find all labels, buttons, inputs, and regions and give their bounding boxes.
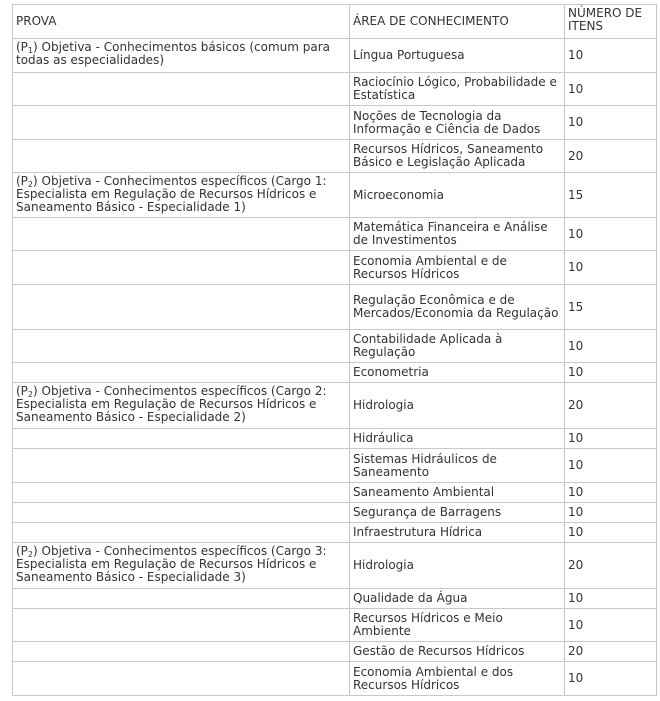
prova-cell: [13, 609, 350, 642]
area-cell: Infraestrutura Hídrica: [350, 523, 565, 543]
itens-cell: 10: [565, 251, 657, 285]
prova-cell: [13, 429, 350, 449]
area-cell: Hidrologia: [350, 383, 565, 429]
area-cell: Recursos Hídricos e Meio Ambiente: [350, 609, 565, 642]
area-cell: Matemática Financeira e Análise de Investimentos: [350, 218, 565, 251]
area-cell: Contabilidade Aplicada à Regulação: [350, 330, 565, 363]
area-cell: Raciocínio Lógico, Probabilidade e Estatística: [350, 73, 565, 106]
prova-cell: [13, 106, 350, 140]
header-area: ÁREA DE CONHECIMENTO: [350, 5, 565, 39]
itens-cell: 10: [565, 218, 657, 251]
table-row: [13, 285, 657, 330]
area-cell: Sistemas Hidráulicos de Saneamento: [350, 449, 565, 483]
area-cell: Regulação Econômica e de Mercados/Economia da Regulação: [350, 285, 565, 330]
area-cell: Gestão de Recursos Hídricos: [350, 642, 565, 662]
header-prova: PROVA: [13, 5, 350, 39]
area-cell: Segurança de Barragens: [350, 503, 565, 523]
itens-cell: 10: [565, 106, 657, 140]
itens-cell: 10: [565, 73, 657, 106]
area-cell: Microeconomia: [350, 173, 565, 218]
table-row: [13, 251, 657, 285]
itens-cell: 20: [565, 543, 657, 589]
exam-table: [12, 4, 657, 696]
prova-cell: [13, 140, 350, 173]
area-cell: Noções de Tecnologia da Informação e Ciência de Dados: [350, 106, 565, 140]
prova-cell: [13, 251, 350, 285]
itens-cell: 20: [565, 642, 657, 662]
prova-cell: [13, 523, 350, 543]
table-row: [13, 73, 657, 106]
itens-cell: 10: [565, 429, 657, 449]
prova-cell: [13, 449, 350, 483]
area-cell: Hidrologia: [350, 543, 565, 589]
itens-cell: 10: [565, 503, 657, 523]
table-row: [13, 523, 657, 543]
itens-cell: 20: [565, 383, 657, 429]
itens-cell: 10: [565, 662, 657, 696]
prova-cell: $(P_2)$ Objetiva - Conhecimentos específicos (Cargo 3: Especialista em Regulação de Recursos Hídricos e Saneamento Básico - Especialidade 3): [13, 543, 350, 589]
itens-cell: 10: [565, 483, 657, 503]
itens-cell: 10: [565, 363, 657, 383]
area-cell: Econometria: [350, 363, 565, 383]
table-row: [13, 429, 657, 449]
table-row: [13, 449, 657, 483]
prova-cell: [13, 589, 350, 609]
prova-cell: [13, 483, 350, 503]
table-row: [13, 106, 657, 140]
itens-cell: 15: [565, 173, 657, 218]
itens-cell: 10: [565, 589, 657, 609]
prova-cell: [13, 662, 350, 696]
table-row: [13, 140, 657, 173]
area-cell: Recursos Hídricos, Saneamento Básico e Legislação Aplicada: [350, 140, 565, 173]
prova-cell: [13, 503, 350, 523]
table-header-row: [13, 5, 657, 39]
table-row: [13, 483, 657, 503]
itens-cell: 10: [565, 39, 657, 73]
prova-cell: $(P_2)$ Objetiva - Conhecimentos específicos (Cargo 1: Especialista em Regulação de Recursos Hídricos e Saneamento Básico - Especialidade 1): [13, 173, 350, 218]
table-row: [13, 383, 657, 429]
prova-cell: [13, 73, 350, 106]
itens-cell: 10: [565, 330, 657, 363]
itens-cell: 10: [565, 523, 657, 543]
itens-cell: 10: [565, 449, 657, 483]
table-row: [13, 589, 657, 609]
table-row: [13, 330, 657, 363]
area-cell: Saneamento Ambiental: [350, 483, 565, 503]
table-row: [13, 363, 657, 383]
table-row: [13, 662, 657, 696]
prova-cell: [13, 218, 350, 251]
itens-cell: 15: [565, 285, 657, 330]
header-numero: NÚMERO DE ITENS: [565, 5, 657, 39]
table-row: [13, 218, 657, 251]
area-cell: Qualidade da Água: [350, 589, 565, 609]
prova-cell: $(P_2)$ Objetiva - Conhecimentos específicos (Cargo 2: Especialista em Regulação de Recursos Hídricos e Saneamento Básico - Especialidade 2): [13, 383, 350, 429]
itens-cell: 10: [565, 609, 657, 642]
prova-cell: [13, 330, 350, 363]
area-cell: Economia Ambiental e de Recursos Hídricos: [350, 251, 565, 285]
area-cell: Língua Portuguesa: [350, 39, 565, 73]
table-row: [13, 173, 657, 218]
prova-cell: [13, 642, 350, 662]
table-row: [13, 543, 657, 589]
area-cell: Hidráulica: [350, 429, 565, 449]
area-cell: Economia Ambiental e dos Recursos Hídricos: [350, 662, 565, 696]
table-row: [13, 642, 657, 662]
prova-cell: $(P_1)$ Objetiva - Conhecimentos básicos (comum para todas as especialidades): [13, 39, 350, 73]
itens-cell: 20: [565, 140, 657, 173]
table-row: [13, 503, 657, 523]
prova-cell: [13, 285, 350, 330]
table-row: [13, 609, 657, 642]
prova-cell: [13, 363, 350, 383]
table-row: [13, 39, 657, 73]
